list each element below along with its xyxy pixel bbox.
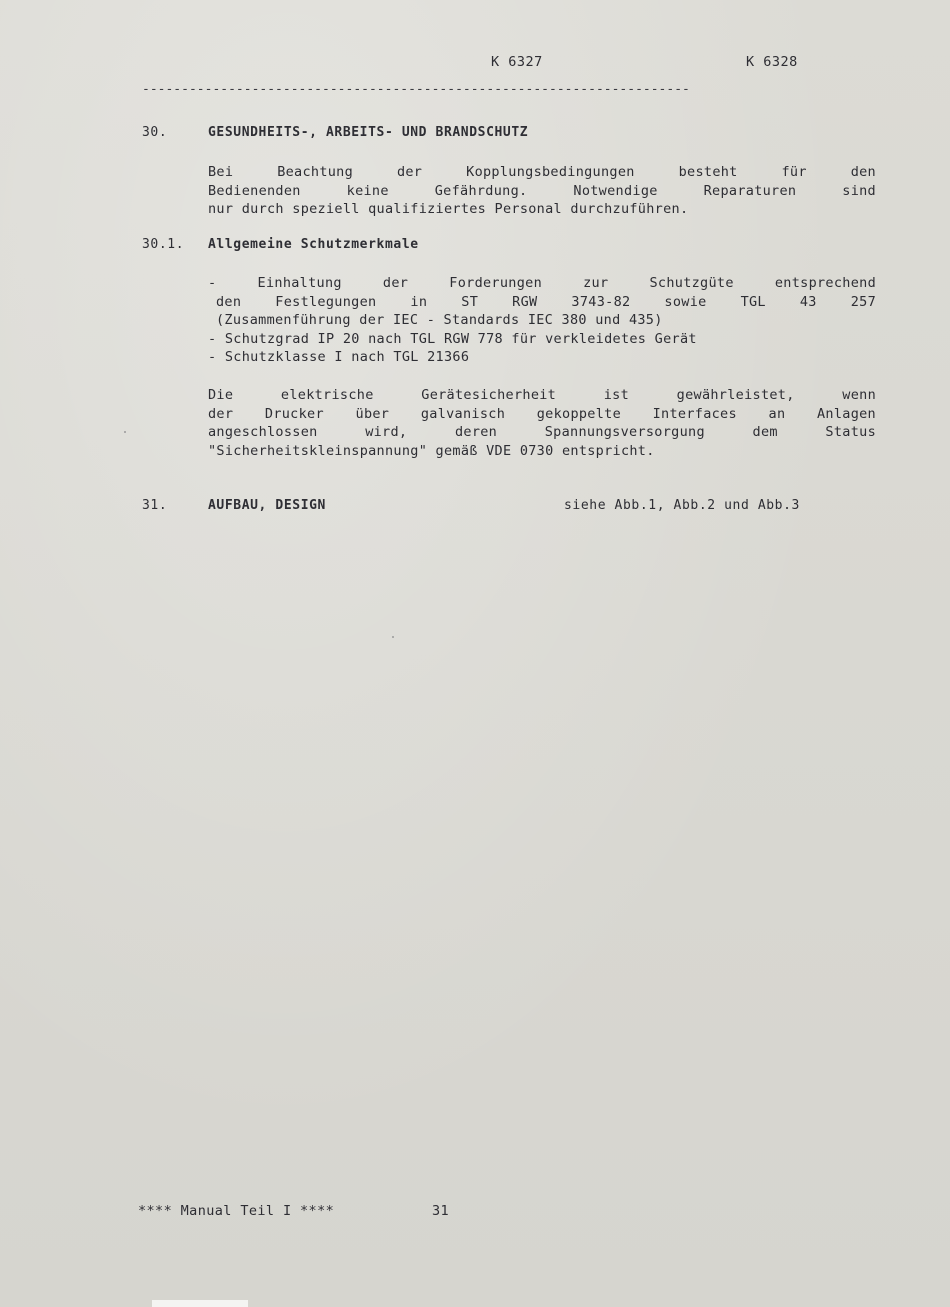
protection-list-rest [208, 330, 876, 367]
section-30-title: GESUNDHEITS-, ARBEITS- UND BRANDSCHUTZ [208, 125, 529, 140]
section-31-reference: siehe Abb.1, Abb.2 und Abb.3 [564, 498, 800, 513]
list-item-continuation: (Zusammenführung der IEC - Standards IEC 380 und 435) [216, 312, 663, 328]
section-30-1-number: 30.1. [142, 237, 185, 252]
section-30-number: 30. [142, 125, 168, 140]
header-rule: ---------------------------------------------------------------------- [142, 82, 690, 97]
protection-list [208, 274, 876, 293]
paragraph-line: Bei Beachtung der Kopplungsbedingungen besteht für den [208, 164, 876, 180]
protection-list-continuation [216, 293, 876, 330]
paragraph-line: Bedienenden keine Gefährdung. Notwendige Reparaturen sind [208, 182, 876, 199]
header-model-right: K 6328 [746, 54, 798, 70]
section-31-title: AUFBAU, DESIGN [208, 498, 326, 513]
paragraph-line: "Sicherheitskleinspannung" gemäß VDE 0730 entspricht. [208, 442, 655, 459]
paragraph-line: nur durch speziell qualifiziertes Personal durchzuführen. [208, 201, 689, 217]
section-31-number: 31. [142, 498, 168, 513]
scan-speck [392, 636, 394, 638]
list-item: - Schutzklasse I nach TGL 21366 [208, 349, 470, 365]
list-item: - Schutzgrad IP 20 nach TGL RGW 778 für verkleidetes Gerät [208, 330, 697, 347]
scan-speck [124, 431, 126, 433]
section-30-1-title: Allgemeine Schutzmerkmale [208, 237, 419, 252]
list-item: - Einhaltung der Forderungen zur Schutzgüte entsprechend [208, 275, 876, 291]
footer-label: **** Manual Teil I **** [138, 1203, 335, 1219]
scan-edge [152, 1300, 248, 1307]
paragraph-line: angeschlossen wird, deren Spannungsversorgung dem Status [208, 424, 876, 440]
section-30-paragraph [208, 163, 876, 219]
safety-paragraph [208, 386, 876, 460]
paragraph-line: der Drucker über galvanisch gekoppelte Interfaces an Anlagen [208, 405, 876, 422]
header-model-left: K 6327 [491, 54, 543, 70]
page-number: 31 [432, 1203, 450, 1219]
list-item-continuation: den Festlegungen in ST RGW 3743-82 sowie TGL 43 257 [216, 293, 876, 310]
paragraph-line: Die elektrische Gerätesicherheit ist gewährleistet, wenn [208, 387, 876, 403]
